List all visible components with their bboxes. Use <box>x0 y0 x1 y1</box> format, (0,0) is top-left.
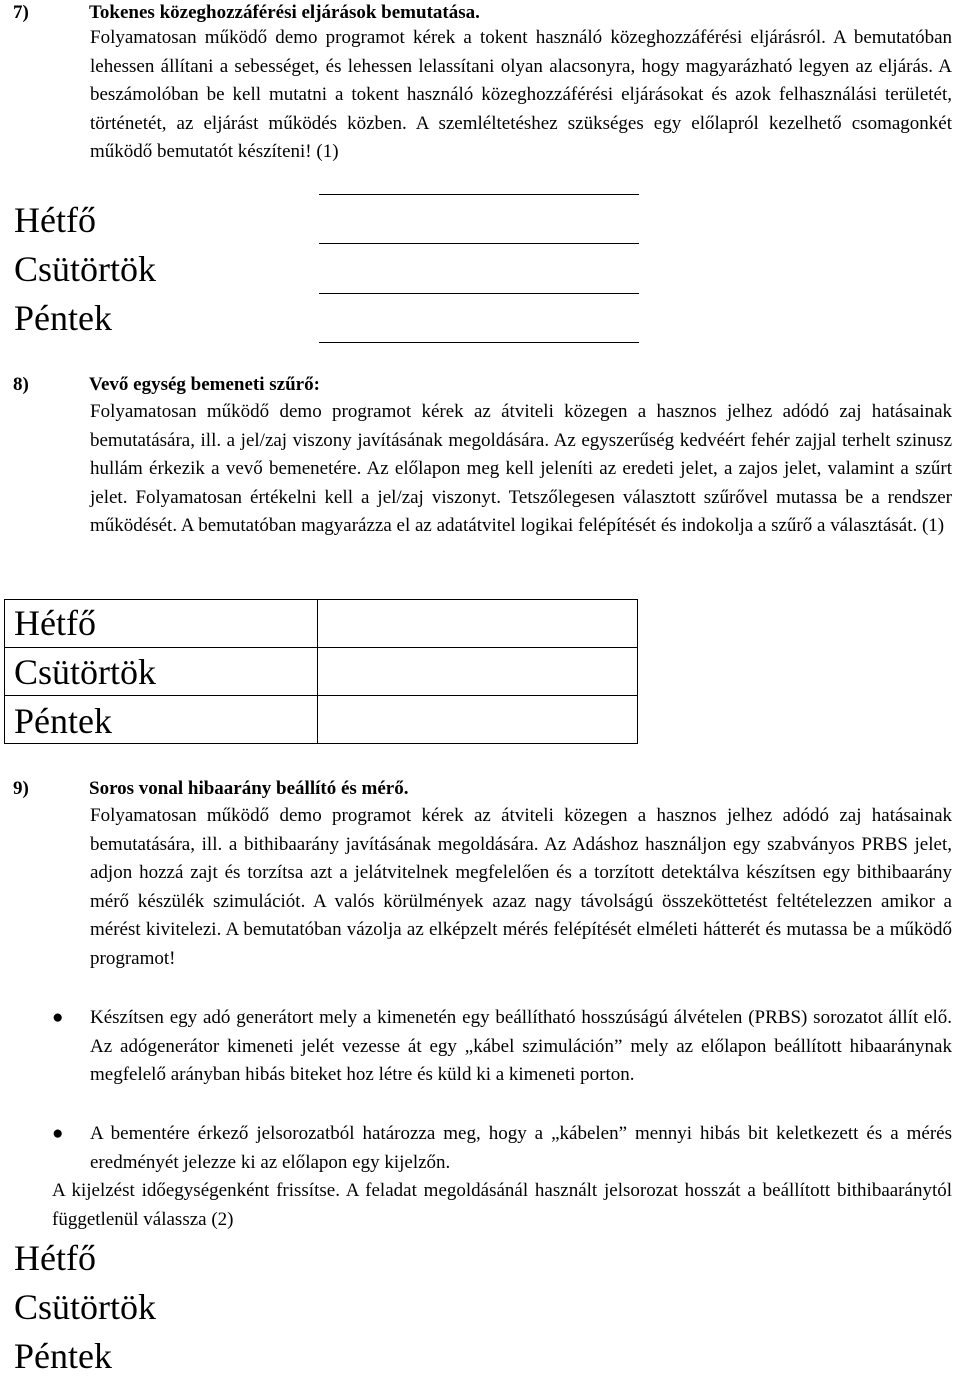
section-9-bullet-2: A bementére érkező jelsorozatból határozza meg, hogy a „kábelen” mennyi hibás bit keletkezett és a mérés eredményét jelezze ki az előlapon egy kijelzőn. <box>90 1123 952 1173</box>
day-label-friday: Péntek <box>14 1336 112 1376</box>
day-cell <box>319 294 639 343</box>
section-9-text: Folyamatosan működő demo programot kérek az átviteli közegen a hasznos jelhez adódó zaj hatásainak bemutatására, ill. a bithibaarány javításának megoldására. Az Adáshoz használjon egy szabványos PRBS jelet, adjon hozzá zajt és torzítsa azt a jelátvitelnek megfelelően és a torzított detektálva készítsen egy bithibaarány mérő készülék szimulációt. A valós körülmények azaz nagy távolságú összeköttetést feltételezzen amikor a mérést kivitelezi. A bemutatóban vázolja az elképzelt mérés felépítését elméleti hátterét és mutassa be a működő programot! <box>90 805 952 969</box>
section-9-heading <box>13 776 409 802</box>
section-7-heading <box>13 0 480 26</box>
section-8-heading <box>13 372 320 398</box>
section-9-bullet-1: Készítsen egy adó generátort mely a kimenetén egy beállítható hosszúságú álvételen (PRBS) sorozatot állít elő. Az adógenerátor kimeneti jelét vezesse át egy „kábel szimuláción” mely az előlapon beállított hibaaránynak megfelelő arányban hibás biteket hoz létre és küld ki a kimeneti porton. <box>90 1007 952 1086</box>
section-8-number: 8) <box>13 374 29 395</box>
section-9-number: 9) <box>13 778 29 799</box>
day-label-monday: Hétfő <box>14 603 96 643</box>
bullet-icon: ● <box>52 1007 64 1028</box>
day-label-monday: Hétfő <box>14 1238 96 1278</box>
grid-line <box>317 600 318 743</box>
section-8-text: Folyamatosan működő demo programot kérek az átviteli közegen a hasznos jelhez adódó zaj hatásainak bemutatására, ill. a jel/zaj viszony javításának megoldására. Az egyszerűség kedvéért fehér zajjal terhelt szinusz hullám érkezik a vevő bemenetére. Az előlapon meg kell jeleníti az eredeti jelet, a zajos jelet, valamint a szűrt jelet. Folyamatosan értékelni kell a jel/zaj viszonyt. Tetszőlegesen választott szűrővel mutassa be a rendszer működését. A bemutatóban magyarázza el az adatátvitel logikai felépítését és indokolja a szűrő a választását. (1) <box>90 401 952 537</box>
day-label-thursday: Csütörtök <box>14 652 157 692</box>
day-cell <box>319 194 639 244</box>
bullet-icon: ● <box>52 1123 64 1144</box>
section-7-title: Tokenes közeghozzáférési eljárások bemutatása. <box>89 2 480 23</box>
section-7-number: 7) <box>13 2 29 23</box>
day-label-thursday: Csütörtök <box>14 249 157 289</box>
day-label-friday: Péntek <box>14 298 112 338</box>
section-9-after-text: A kijelzést időegységenként frissítse. A feladat megoldásánál használt jelsorozat hosszát a beállított bithibaaránytól függetlenül válassza (2) <box>52 1180 952 1230</box>
section-9-title: Soros vonal hibaarány beállító és mérő. <box>89 778 409 799</box>
day-cell <box>319 245 639 294</box>
day-label-thursday: Csütörtök <box>14 1287 157 1327</box>
day-label-friday: Péntek <box>14 701 112 741</box>
day-label-monday: Hétfő <box>14 200 96 240</box>
section-8-title: Vevő egység bemeneti szűrő: <box>89 374 320 395</box>
section-7-text: Folyamatosan működő demo programot kérek a tokent használó közeghozzáférési eljárásról. A bemutatóban lehessen állítani a sebességet, és lehessen lelassítani olyan alacsonyra, hogy magyarázható legyen az eljárás. A beszámolóban be kell mutatni a tokent használó közeghozzáférési eljárásokat és azok felhasználási területét, történetét, az eljárást működés közben. A szemléltetéshez szükséges egy előlapról kezelhető csomagonkét működő bemutatót készíteni! (1) <box>90 27 952 163</box>
